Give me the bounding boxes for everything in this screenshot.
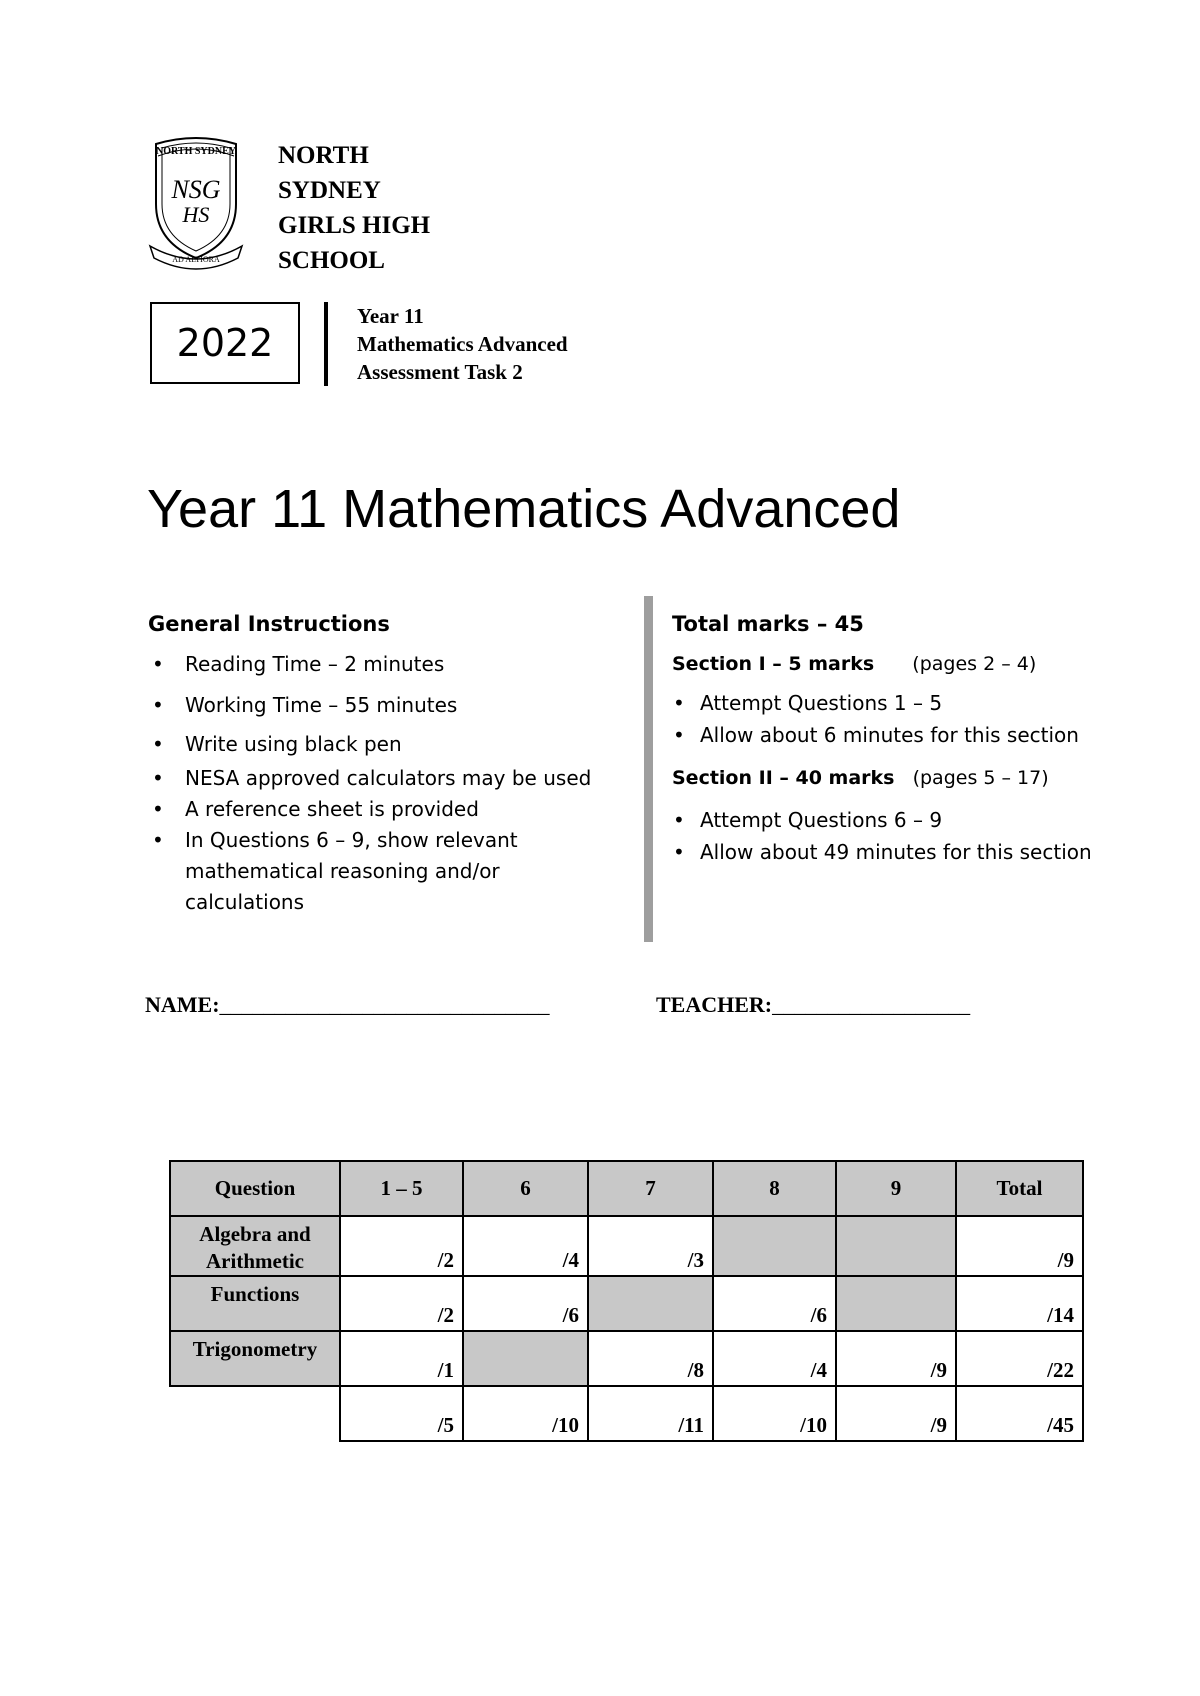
section-1-list [672, 691, 1192, 747]
svg-text:NSG: NSG [171, 175, 221, 204]
section-item [672, 808, 1192, 832]
section-2-list [672, 808, 1192, 864]
name-field[interactable] [145, 992, 550, 1018]
table-total-cell: /11 [588, 1386, 713, 1441]
table-cell-shaded [463, 1331, 588, 1386]
table-total-cell: /10 [463, 1386, 588, 1441]
table-row-label: Functions [170, 1276, 340, 1331]
table-header-row [170, 1161, 1083, 1216]
course-info-line: Assessment Task 2 [357, 360, 523, 384]
section-item [672, 840, 1192, 864]
school-name-line: NORTH [278, 142, 369, 169]
name-label: NAME: [145, 992, 220, 1017]
header-divider [324, 302, 328, 386]
section-title: Section I – 5 marks [672, 653, 875, 675]
bullet-icon: • [673, 808, 685, 832]
table-cell-total: /14 [956, 1276, 1083, 1331]
section-pages: (pages 2 – 4) [912, 653, 1037, 675]
instruction-text: In Questions 6 – 9, show relevant mathematical reasoning and/or calculations [185, 828, 518, 914]
instruction-item [148, 652, 628, 676]
table-header-cell: Total [956, 1161, 1083, 1216]
table-header-cell: 8 [713, 1161, 836, 1216]
bullet-icon: • [152, 732, 164, 756]
table-row [170, 1331, 1083, 1386]
table-cell-shaded [836, 1276, 956, 1331]
school-name-line: SYDNEY [278, 177, 381, 204]
bullet-icon: • [673, 840, 685, 864]
general-instructions [148, 612, 628, 918]
table-row [170, 1216, 1083, 1276]
course-info [357, 302, 568, 386]
table-cell: /3 [588, 1216, 713, 1276]
teacher-field[interactable] [656, 992, 970, 1018]
table-cell: /6 [713, 1276, 836, 1331]
section-pages: (pages 5 – 17) [912, 767, 1049, 789]
instruction-text: Write using black pen [185, 732, 402, 756]
table-totals-row [170, 1386, 1083, 1441]
section-item [672, 691, 1192, 715]
table-header-cell: 6 [463, 1161, 588, 1216]
bullet-icon: • [152, 828, 164, 852]
table-cell: /4 [713, 1331, 836, 1386]
total-marks-heading: Total marks – 45 [672, 612, 864, 636]
column-divider [644, 596, 653, 942]
table-cell-shaded [588, 1276, 713, 1331]
table-total-cell: /5 [340, 1386, 463, 1441]
table-total-cell: /45 [956, 1386, 1083, 1441]
bullet-icon: • [152, 652, 164, 676]
teacher-blank[interactable]: __________________ [772, 992, 971, 1017]
instruction-item [148, 693, 628, 717]
instruction-text: Reading Time – 2 minutes [185, 652, 445, 676]
section-item-text: Allow about 49 minutes for this section [700, 840, 1092, 864]
svg-text:HS: HS [182, 202, 210, 227]
table-header-cell: 9 [836, 1161, 956, 1216]
school-name-line: SCHOOL [278, 247, 385, 274]
table-cell: /2 [340, 1216, 463, 1276]
marks-info [672, 612, 1192, 864]
bullet-icon: • [152, 766, 164, 790]
bullet-icon: • [673, 723, 685, 747]
table-cell: /4 [463, 1216, 588, 1276]
table-cell: /8 [588, 1331, 713, 1386]
instruction-item [148, 825, 625, 918]
school-crest-logo [148, 134, 244, 274]
section-1-heading [672, 653, 1192, 675]
instruction-text: NESA approved calculators may be used [185, 766, 592, 790]
instruction-item [148, 797, 628, 821]
instruction-item [148, 732, 628, 756]
instruction-text: Working Time – 55 minutes [185, 693, 458, 717]
table-cell-total: /9 [956, 1216, 1083, 1276]
exam-year-box: 2022 [150, 302, 300, 384]
school-name [278, 138, 430, 278]
table-cell: /6 [463, 1276, 588, 1331]
table-header-cell: 1 – 5 [340, 1161, 463, 1216]
section-2-heading [672, 767, 1192, 789]
table-cell: /2 [340, 1276, 463, 1331]
instruction-text: A reference sheet is provided [185, 797, 479, 821]
table-blank-cell [170, 1386, 340, 1441]
table-header-cell: 7 [588, 1161, 713, 1216]
page-title: Year 11 Mathematics Advanced [147, 479, 901, 539]
section-item [672, 723, 1192, 747]
school-name-line: GIRLS HIGH [278, 212, 431, 239]
table-cell-shaded [713, 1216, 836, 1276]
course-info-line: Mathematics Advanced [357, 332, 568, 356]
section-title: Section II – 40 marks [672, 767, 895, 789]
bullet-icon: • [152, 693, 164, 717]
table-row [170, 1276, 1083, 1331]
table-total-cell: /10 [713, 1386, 836, 1441]
instructions-list [148, 652, 628, 918]
svg-text:AD ALTIORA: AD ALTIORA [172, 255, 220, 264]
table-row-label: Algebra and Arithmetic [170, 1216, 340, 1276]
section-item-text: Attempt Questions 1 – 5 [700, 691, 943, 715]
name-blank[interactable]: ______________________________ [219, 992, 550, 1017]
table-cell-total: /22 [956, 1331, 1083, 1386]
table-row-label: Trigonometry [170, 1331, 340, 1386]
table-total-cell: /9 [836, 1386, 956, 1441]
table-cell: /9 [836, 1331, 956, 1386]
marks-table [169, 1160, 1084, 1442]
section-item-text: Attempt Questions 6 – 9 [700, 808, 943, 832]
bullet-icon: • [673, 691, 685, 715]
svg-text:NORTH SYDNEY: NORTH SYDNEY [156, 146, 236, 157]
table-cell: /1 [340, 1331, 463, 1386]
instruction-item [148, 766, 628, 790]
section-item-text: Allow about 6 minutes for this section [700, 723, 1079, 747]
course-info-line: Year 11 [357, 304, 424, 328]
general-instructions-heading: General Instructions [148, 612, 390, 636]
teacher-label: TEACHER: [656, 992, 773, 1017]
table-cell-shaded [836, 1216, 956, 1276]
table-header-cell: Question [170, 1161, 340, 1216]
bullet-icon: • [152, 797, 164, 821]
